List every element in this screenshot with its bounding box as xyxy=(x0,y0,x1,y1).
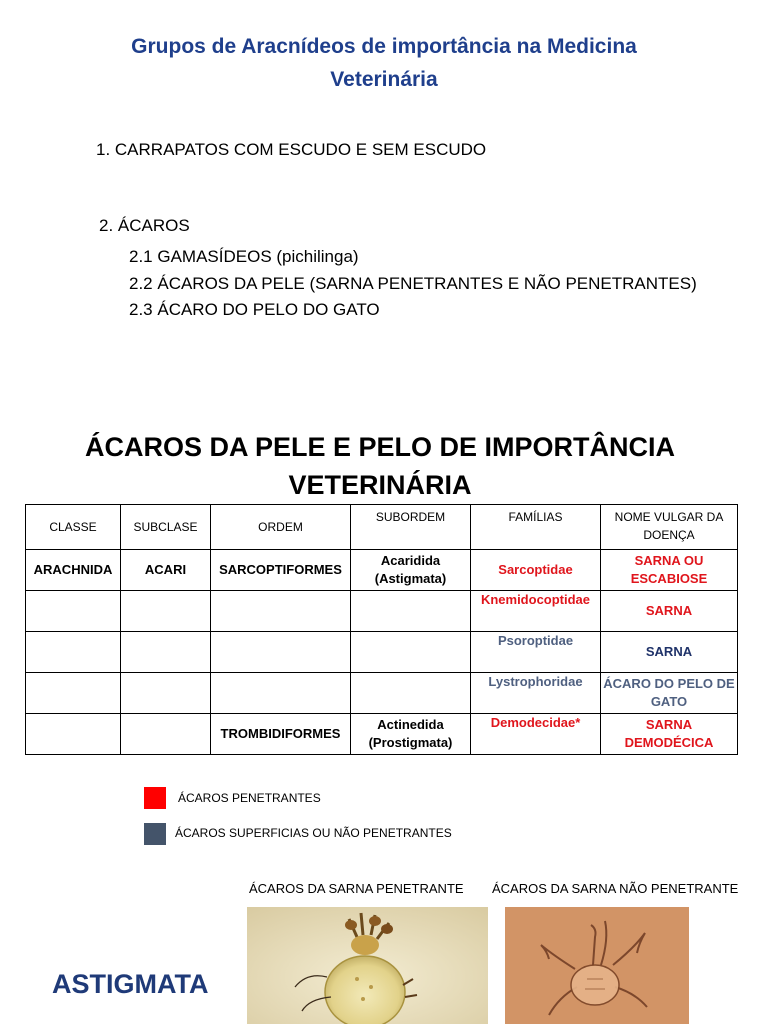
table-row xyxy=(26,673,738,714)
caption-non-penetrating-mites: ÁCAROS DA SARNA NÃO PENETRANTE xyxy=(492,881,739,896)
header-subordem: SUBORDEM xyxy=(351,505,471,550)
header-classe: CLASSE xyxy=(26,505,121,550)
cell-subordem xyxy=(351,632,471,673)
cell-familia: Psoroptidae xyxy=(471,632,601,673)
header-familias: FAMÍLIAS xyxy=(471,505,601,550)
cell-nome-vulgar: SARNA xyxy=(601,591,738,632)
cell-classe xyxy=(26,714,121,755)
legend-swatch-penetrating xyxy=(144,787,166,809)
table-header-row xyxy=(26,505,738,550)
legend-label-penetrating: ÁCAROS PENETRANTES xyxy=(178,791,321,805)
list-item-ticks: 1. CARRAPATOS COM ESCUDO E SEM ESCUDO xyxy=(96,140,487,159)
cell-subclase xyxy=(121,591,211,632)
cell-classe xyxy=(26,673,121,714)
cell-ordem: SARCOPTIFORMES xyxy=(211,550,351,591)
cell-nome-vulgar: SARNA OU ESCABIOSE xyxy=(601,550,738,591)
cell-familia: Knemidocoptidae xyxy=(471,591,601,632)
cell-familia: Sarcoptidae xyxy=(471,550,601,591)
list-item-mites: 2. ÁCAROS xyxy=(99,216,190,235)
list-subitem-skin-mites: 2.2 ÁCAROS DA PELE (SARNA PENETRANTES E NÃO PENETRANTES) xyxy=(129,274,697,293)
psoroptes-mite-image xyxy=(505,907,689,1024)
cell-ordem xyxy=(211,673,351,714)
cell-familia: Lystrophoridae xyxy=(471,673,601,714)
cell-nome-vulgar: SARNA DEMODÉCICA xyxy=(601,714,738,755)
legend-swatch-superficial xyxy=(144,823,166,845)
cell-classe: ARACHNIDA xyxy=(26,550,121,591)
cell-ordem xyxy=(211,591,351,632)
table-row xyxy=(26,632,738,673)
title-line-2: Veterinária xyxy=(330,68,438,91)
psoroptes-mite-photo xyxy=(505,907,689,1024)
cell-nome-vulgar: SARNA xyxy=(601,632,738,673)
cell-subordem xyxy=(351,591,471,632)
table-row xyxy=(26,550,738,591)
mites-classification-table xyxy=(25,504,738,755)
sarcoptes-mite-photo xyxy=(247,907,488,1024)
cell-familia: Demodecidae* xyxy=(471,714,601,755)
section-title-line-2: VETERINÁRIA xyxy=(288,470,472,500)
page-title xyxy=(0,30,768,96)
legend-label-superficial: ÁCAROS SUPERFICIAS OU NÃO PENETRANTES xyxy=(175,826,452,840)
list-subitem-gamasids: 2.1 GAMASÍDEOS (pichilinga) xyxy=(129,247,359,266)
header-ordem: ORDEM xyxy=(211,505,351,550)
table-row xyxy=(26,714,738,755)
list-subitem-cat-fur-mite: 2.3 ÁCARO DO PELO DO GATO xyxy=(129,300,380,319)
astigmata-label: ASTIGMATA xyxy=(52,969,209,999)
header-nome-vulgar: NOME VULGAR DA DOENÇA xyxy=(601,505,738,550)
cell-ordem xyxy=(211,632,351,673)
cell-subordem xyxy=(351,673,471,714)
cell-subclase xyxy=(121,673,211,714)
title-line-1: Grupos de Aracnídeos de importância na Medicina xyxy=(131,35,637,58)
cell-subclase: ACARI xyxy=(121,550,211,591)
cell-subordem: Actinedida (Prostigmata) xyxy=(351,714,471,755)
section-title-line-1: ÁCAROS DA PELE E PELO DE IMPORTÂNCIA xyxy=(84,432,676,462)
sarcoptes-mite-image xyxy=(247,907,488,1024)
cell-subclase xyxy=(121,714,211,755)
cell-classe xyxy=(26,632,121,673)
cell-ordem: TROMBIDIFORMES xyxy=(211,714,351,755)
cell-subclase xyxy=(121,632,211,673)
cell-classe xyxy=(26,591,121,632)
caption-penetrating-mites: ÁCAROS DA SARNA PENETRANTE xyxy=(249,881,464,896)
header-subclase: SUBCLASE xyxy=(121,505,211,550)
table-row xyxy=(26,591,738,632)
section-title xyxy=(0,428,760,504)
cell-nome-vulgar: ÁCARO DO PELO DE GATO xyxy=(601,673,738,714)
cell-subordem: Acaridida (Astigmata) xyxy=(351,550,471,591)
